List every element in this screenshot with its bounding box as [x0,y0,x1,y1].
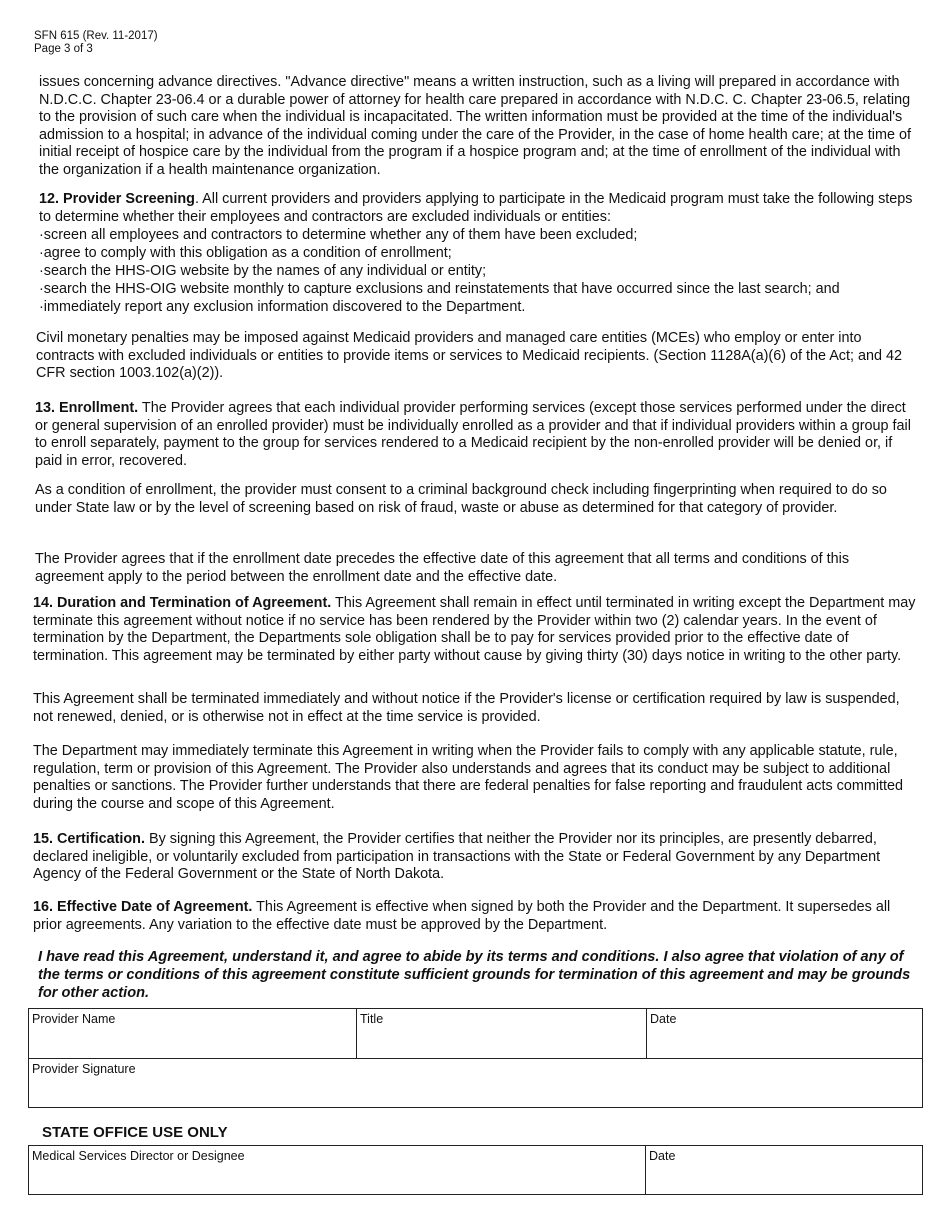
provider-name-label: Provider Name [32,1012,116,1026]
advance-directive-paragraph: issues concerning advance directives. "Advance directive" means a written instruction, such as a living will prepared in accordance with N.D.C.C. Chapter 23-06.4 or a durable power of attorney for health care prepared in accordance with N.D.C. C. Chapter 23-06.5, relating to the provision of such care when the individual is incapacitated. The written information must be provided at the time of the individual's admission to a hospital; in advance of the individual coming under the care of the Provider, in the case of home health care; at the time of initial receipt of hospice care by the individual from the program if a hospice program and; at the time of enrollment of the individual with the organization if a health maintenance organization. [39,74,911,178]
section-15-paragraph [33,831,920,884]
section-14-license-paragraph: This Agreement shall be terminated immediately and without notice if the Provider's license or certification required by law is suspended, not renewed, denied, or is otherwise not in effect at the time service is provided. [33,691,900,725]
section-14-compliance-paragraph: The Department may immediately terminate this Agreement in writing when the Provider fails to comply with any applicable statute, rule, regulation, term or provision of this Agreement. The Provider also understands and agrees that its conduct may be subject to additional penalties or sanctions. The Provider further understands that there are federal penalties for false reporting and fraudulent acts committed during the course and scope of this Agreement. [33,743,904,812]
section-16-paragraph [33,899,920,934]
section-12-intro [39,191,919,226]
list-item: · screen all employees and contractors to determine whether any of them have been excluded; [39,227,637,245]
provider-date-field[interactable] [647,1009,923,1059]
section-14-paragraph [33,595,920,665]
provider-signature-form [28,1008,923,1108]
section-12-text: . All current providers and providers applying to participate in the Medicaid program must take the following steps to determine whether their employees and contractors are excluded individuals or entities: [39,191,913,225]
section-14-text: This Agreement shall remain in effect until terminated in writing except the Department may terminate this agreement without notice if no service has been rendered by the Provider within two (2) calendar years. In the event of termination by the Department, the Departments sole obligation shall be to pay for services provided prior to the effective date of termination. This agreement may be terminated by either party without cause by giving thirty (30) days notice in writing to the other party. [33,595,916,664]
form-header [34,30,158,55]
provider-date-label: Date [650,1012,677,1026]
title-field[interactable] [357,1009,647,1059]
list-item: · agree to comply with this obligation as a condition of enrollment; [39,245,452,263]
section-15-heading: 15. Certification. [33,831,145,847]
state-date-label: Date [649,1149,676,1163]
section-13-heading: 13. Enrollment. [35,400,139,416]
section-13-enrollment-date: The Provider agrees that if the enrollment date precedes the effective date of this agreement that all terms and conditions of this agreement apply to the period between the enrollment date and the effective date. [35,551,850,585]
section-13-background-check: As a condition of enrollment, the provider must consent to a criminal background check including fingerprinting when required to do so under State law or by the level of screening based on risk of fraud, waste or abuse as determined for that category of provider. [35,482,887,516]
list-item: · immediately report any exclusion information discovered to the Department. [39,299,525,317]
list-item: · search the HHS-OIG website monthly to capture exclusions and reinstatements that have occurred since the last search; and [39,281,840,299]
section-16-text: This Agreement is effective when signed by both the Provider and the Department. It supersedes all prior agreements. Any variation to the effective date must be approved by the Department. [33,899,891,933]
form-id: SFN 615 (Rev. 11-2017) [34,30,158,42]
state-date-field[interactable] [646,1146,923,1195]
section-15-text: By signing this Agreement, the Provider certifies that neither the Provider nor its principles, are presently debarred, declared ineligible, or voluntarily excluded from participation in transactions with the State or Federal Government by any Department Agency of the Federal Government or the State of North Dakota. [33,831,881,883]
section-14-heading: 14. Duration and Termination of Agreement. [33,595,332,611]
section-13-paragraph [35,400,920,470]
agreement-declaration: I have read this Agreement, understand it, and agree to abide by its terms and conditions. I also agree that violation of any of the terms or conditions of this agreement constitute sufficient grounds for termination of this agreement and may be grounds for other action. [38,949,911,1001]
title-label: Title [360,1012,384,1026]
director-signature-field[interactable] [29,1146,646,1195]
provider-name-field[interactable] [29,1009,357,1059]
section-16-heading: 16. Effective Date of Agreement. [33,899,253,915]
page-number: Page 3 of 3 [34,42,93,55]
penalties-paragraph: Civil monetary penalties may be imposed against Medicaid providers and managed care entities (MCEs) who employ or enter into contracts with excluded individuals or entities to provide items or services to Medicaid recipients. (Section 1128A(a)(6) of the Act; and 42 CFR section 1003.102(a)(2)). [36,330,902,382]
state-office-heading: STATE OFFICE USE ONLY [42,1124,228,1141]
director-label: Medical Services Director or Designee [32,1149,245,1163]
section-12-heading: 12. Provider Screening [39,191,195,207]
state-office-form [28,1145,923,1195]
provider-signature-field[interactable] [29,1059,923,1108]
provider-signature-label: Provider Signature [32,1062,136,1076]
section-13-text: The Provider agrees that each individual provider performing services (except those services performed under the direct or general supervision of an enrolled provider) must be individually enrolled as a provider and that if individual providers within a group fail to enroll separately, payment to the group for services rendered to a Medicaid recipient by the non-enrolled provider will be denied or, if paid in error, recovered. [35,400,911,469]
list-item: · search the HHS-OIG website by the names of any individual or entity; [39,263,486,281]
